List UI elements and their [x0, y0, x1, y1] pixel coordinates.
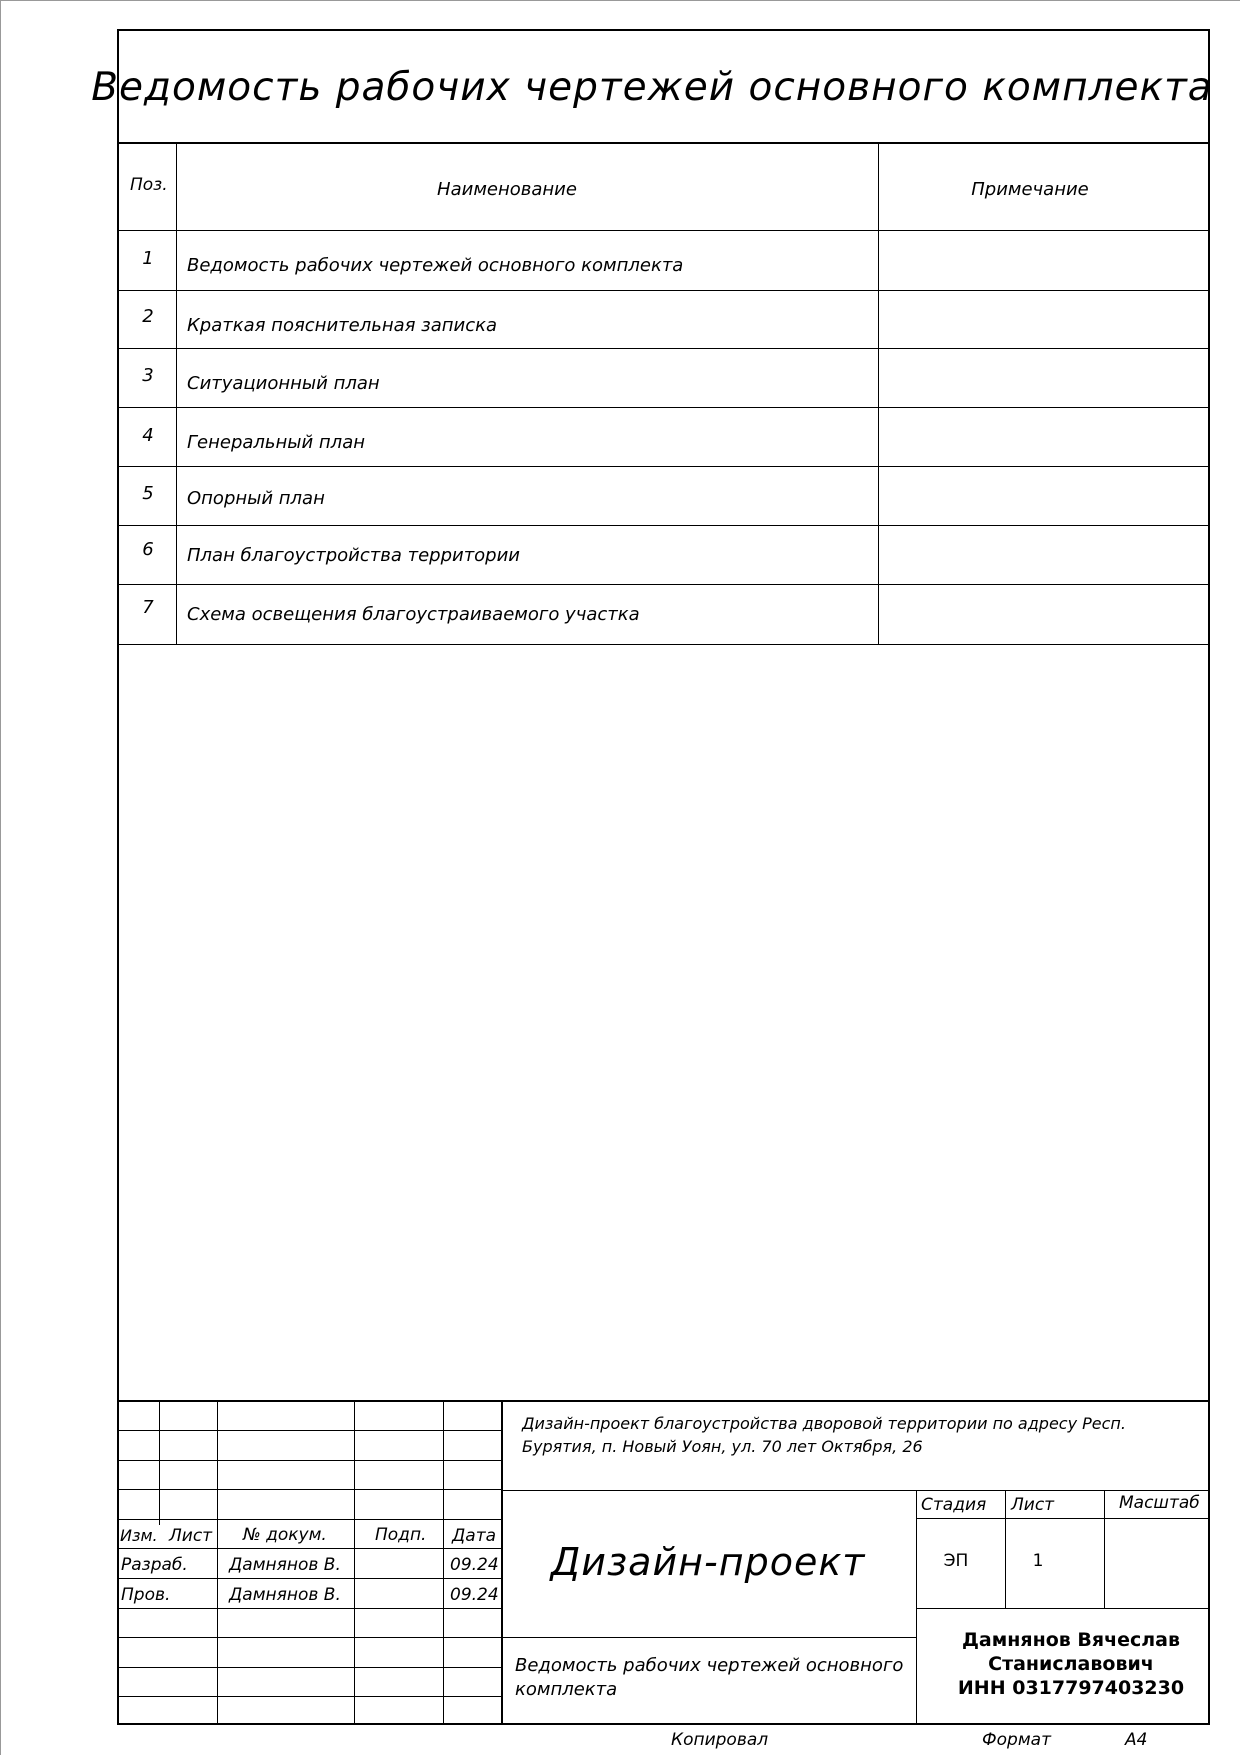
- drawing-frame: [117, 29, 1210, 1725]
- header-note: Примечание: [971, 179, 1089, 200]
- org-line3: ИНН 0317797403230: [957, 1677, 1185, 1699]
- row-name: Ведомость рабочих чертежей основного комплекта: [187, 255, 684, 276]
- role-checker: Пров.: [121, 1585, 171, 1605]
- row-pos: 2: [142, 306, 154, 327]
- col-list: Лист: [169, 1526, 213, 1546]
- page-edge-left: [0, 0, 1, 1755]
- row-pos: 5: [142, 483, 154, 504]
- row-pos: 6: [142, 539, 154, 560]
- checker-name: Дамнянов В.: [229, 1585, 341, 1605]
- row-name: Ситуационный план: [187, 373, 380, 394]
- stage-label: Стадия: [921, 1495, 987, 1515]
- col-izm: Изм.: [120, 1526, 158, 1545]
- project-address: Дизайн-проект благоустройства дворовой территории по адресу Респ. Бурятия, п. Новый Уоян, ул. 70 лет Октября, 26: [522, 1414, 1126, 1456]
- project-name: Дизайн-проект: [550, 1540, 866, 1584]
- col-doc: № докум.: [243, 1525, 327, 1545]
- row-name: План благоустройства территории: [187, 545, 521, 566]
- row-name: Опорный план: [187, 488, 325, 509]
- developer-name: Дамнянов В.: [229, 1555, 341, 1575]
- document-title: Ведомость рабочих чертежей основного комплекта: [91, 65, 1213, 110]
- sheet-title: Ведомость рабочих чертежей основного комплекта: [515, 1655, 904, 1700]
- row-name: Краткая пояснительная записка: [187, 315, 498, 336]
- row-name: Генеральный план: [187, 432, 365, 453]
- col-sign: Подп.: [375, 1525, 427, 1545]
- sheet-label: Лист: [1011, 1495, 1055, 1515]
- developer-date: 09.24: [450, 1555, 499, 1575]
- header-name: Наименование: [437, 179, 577, 200]
- checker-date: 09.24: [450, 1585, 499, 1605]
- org-line1: Дамнянов Вячеслав: [961, 1629, 1181, 1651]
- row-pos: 1: [142, 248, 154, 269]
- page-edge-top: [0, 0, 1240, 1]
- row-pos: 3: [142, 365, 154, 386]
- role-developer: Разраб.: [121, 1555, 188, 1575]
- col-date: Дата: [452, 1526, 497, 1546]
- copied-label: Копировал: [671, 1730, 769, 1750]
- scale-label: Масштаб: [1119, 1493, 1200, 1513]
- row-pos: 7: [142, 597, 154, 618]
- header-pos: Поз.: [130, 175, 168, 195]
- title-divider: [117, 142, 1210, 144]
- row-name: Схема освещения благоустраиваемого участка: [187, 604, 640, 625]
- stage-value: ЭП: [943, 1551, 969, 1571]
- format-value: А4: [1125, 1730, 1148, 1750]
- org-line2: Станиславович: [988, 1653, 1154, 1675]
- format-label: Формат: [982, 1730, 1051, 1750]
- sheet-value: 1: [1032, 1551, 1044, 1571]
- row-pos: 4: [142, 425, 154, 446]
